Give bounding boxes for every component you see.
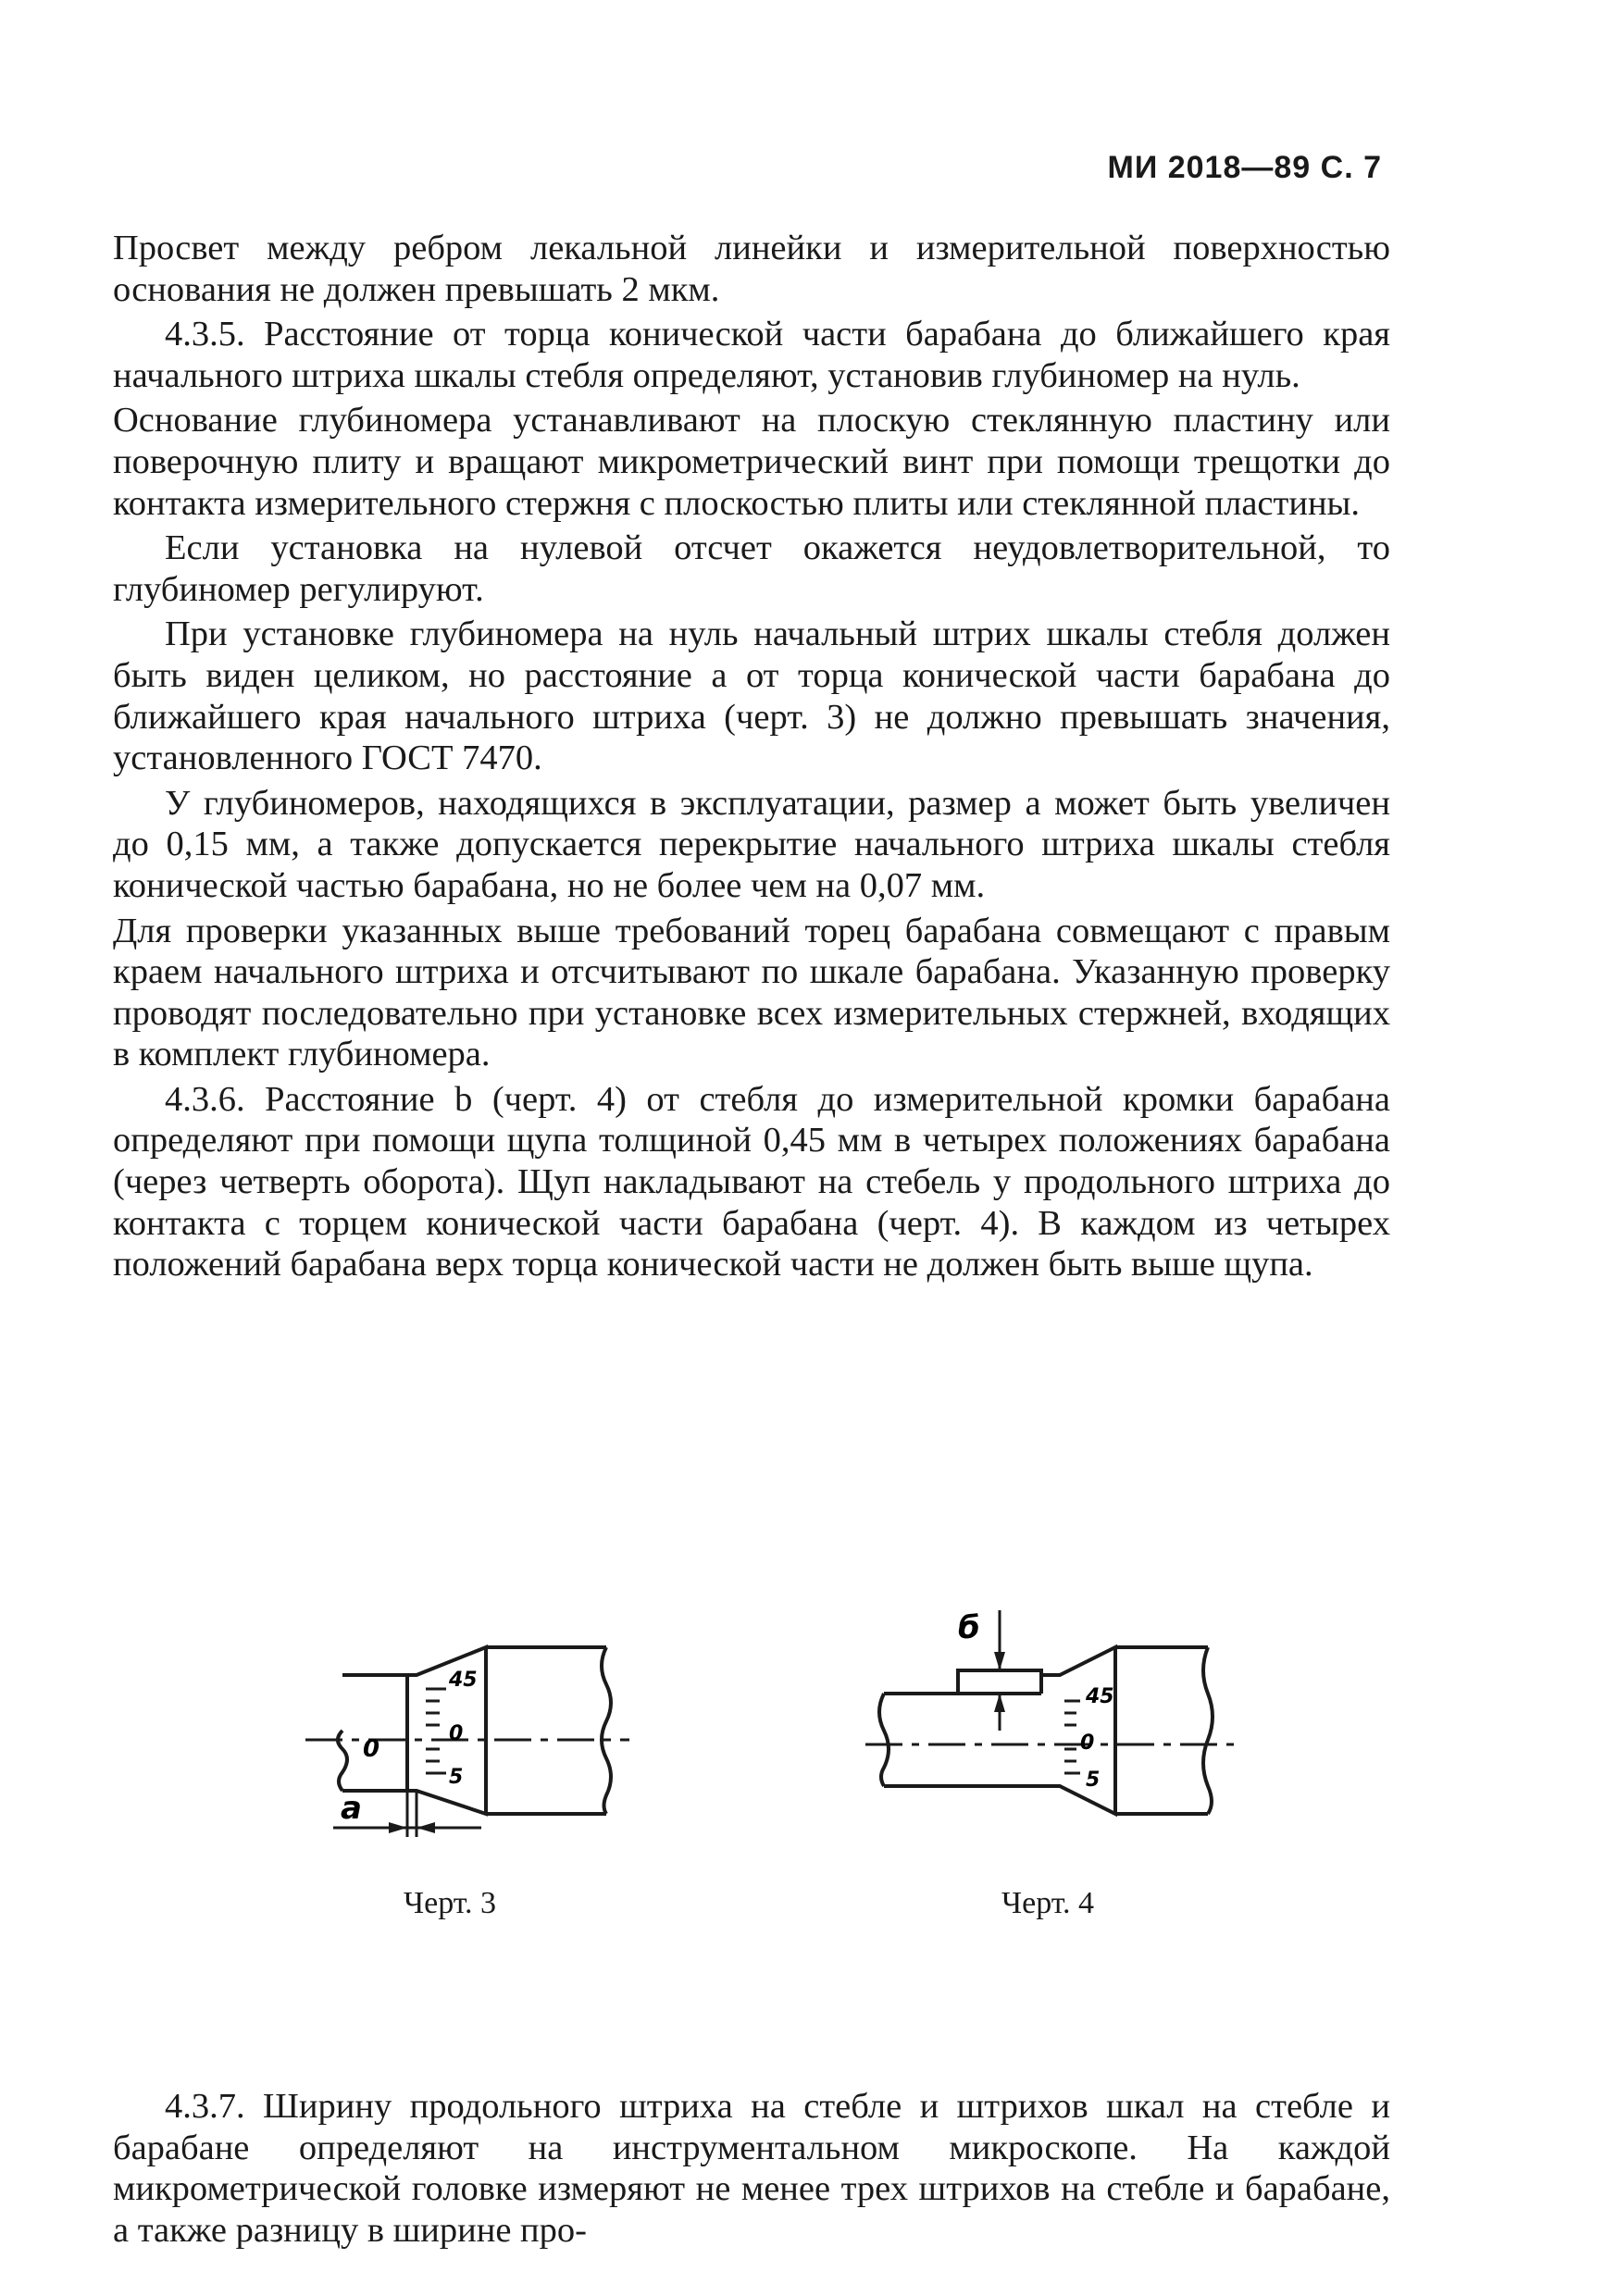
paragraph: 4.3.7. Ширину продольного штриха на стебле и штрихов шкал на стебле и барабане определяют на инструментальном микроскопе. На каждой микрометрической головке измеряют не менее трех штрихов на стебле и барабане, а также разницу в ширине про-: [113, 2087, 1390, 2250]
paragraph: Просвет между ребром лекальной линейки и измерительной поверхностью основания не должен превышать 2 мкм.: [113, 229, 1390, 309]
figure-3-drawing: [296, 1592, 685, 1851]
figure-4-scale-bottom: 5: [1086, 1769, 1101, 1792]
figure-3-dimension-label: a: [341, 1790, 362, 1827]
body-text: [113, 228, 1390, 1289]
figure-4-drawing: [865, 1592, 1254, 1851]
paragraph: Если установка на нулевой отсчет окажется неудовлетворительной, то глубиномер регулируют.: [113, 528, 1390, 609]
paragraph: Для проверки указанных выше требований торец барабана совмещают с правым краем начального штриха и отсчитывают по шкале барабана. Указанную проверку проводят последовательно при установке всех измерительных стержней, входящих в комплект глубиномера.: [113, 911, 1390, 1074]
figure-3-caption: Черт. 3: [404, 1886, 497, 1920]
paragraph: У глубиномеров, находящихся в эксплуатации, размер а может быть увеличен до 0,15 мм, а также допускается перекрытие начального штриха шкалы стебля конической частью барабана, но не более чем на 0,07 мм.: [113, 783, 1390, 905]
paragraph: При установке глубиномера на нуль начальный штрих шкалы стебля должен быть виден целиком, но расстояние а от торца конической части барабана до ближайшего края начального штриха (черт. 3) не должно превышать значения, установленного ГОСТ 7470.: [113, 614, 1390, 778]
figure-4-scale-mid: 0: [1080, 1731, 1095, 1755]
figures-area: [0, 1592, 1617, 2045]
paragraph: 4.3.6. Расстояние b (черт. 4) от стебля до измерительной кромки барабана определяют при помощи щупа толщиной 0,45 мм в четырех положениях барабана (через четверть оборота). Щуп накладывают на стебель у продольного штриха до контакта с торцем конической части барабана (черт. 4). В каждом из четырех положений барабана верх торца конической части не должен быть выше щупа.: [113, 1079, 1390, 1285]
bottom-text: [113, 2086, 1390, 2251]
figure-3-scale-bottom: 5: [449, 1766, 464, 1789]
figure-4-dimension-label: б: [958, 1609, 980, 1646]
figure-3-scale-mid: 0: [449, 1722, 464, 1745]
paragraph: Основание глубиномера устанавливают на плоскую стеклянную пластину или поверочную плиту и вращают микрометрический винт при помощи трещотки до контакта измерительного стержня с плоскостью плиты или стеклянной пластины.: [113, 401, 1390, 523]
figure-4-caption: Черт. 4: [1001, 1886, 1095, 1920]
paragraph: 4.3.5. Расстояние от торца конической части барабана до ближайшего края начального штриха шкалы стебля определяют, установив глубиномер на нуль.: [113, 315, 1390, 395]
figure-3-scale-top: 45: [449, 1669, 478, 1692]
figure-4-scale-top: 45: [1086, 1685, 1114, 1708]
page-header: МИ 2018—89 С. 7: [1107, 150, 1382, 185]
figure-3-stem-label: 0: [363, 1735, 380, 1763]
